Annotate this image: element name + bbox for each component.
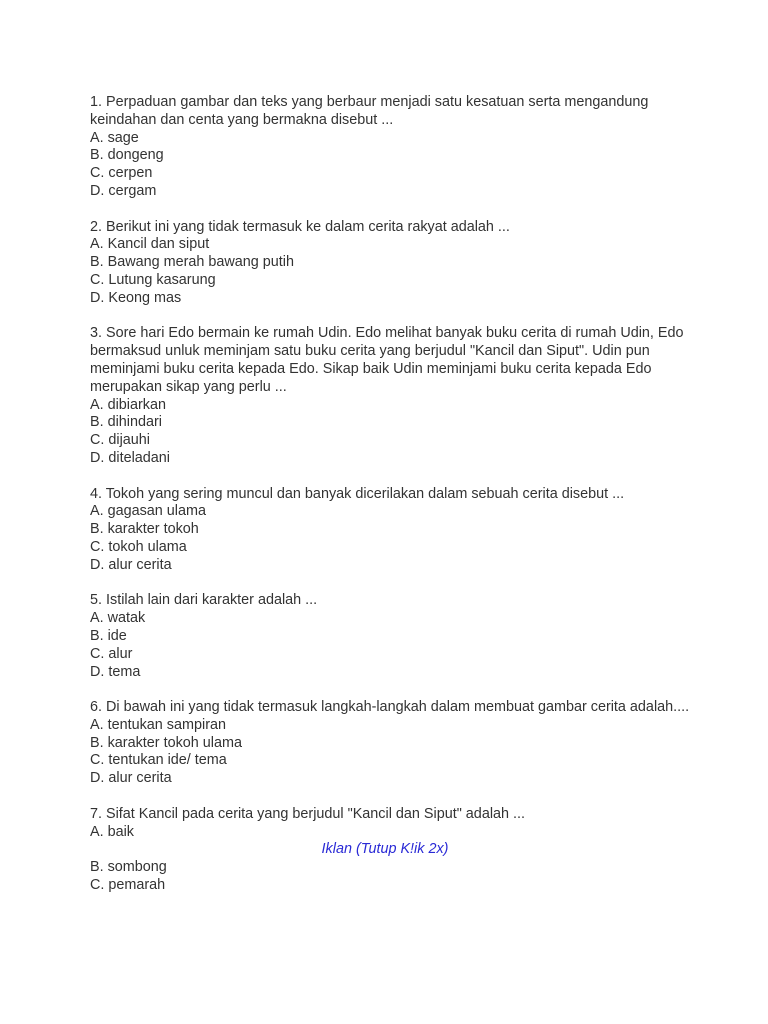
option-b: B. ide bbox=[90, 627, 127, 644]
question-2 bbox=[90, 219, 690, 308]
question-6 bbox=[90, 699, 690, 788]
question-text: 4. Tokoh yang sering muncul dan banyak dicerilakan dalam sebuah cerita disebut ... bbox=[90, 485, 625, 502]
question-3 bbox=[90, 325, 690, 467]
option-c: C. tentukan ide/ tema bbox=[90, 752, 227, 769]
option-b: B. karakter tokoh bbox=[90, 521, 199, 538]
option-a: A. tentukan sampiran bbox=[90, 716, 226, 733]
option-b: B. sombong bbox=[90, 859, 167, 876]
option-d: D. diteladani bbox=[90, 449, 170, 466]
option-d: D. tema bbox=[90, 663, 141, 680]
option-a: A. watak bbox=[90, 610, 146, 627]
question-text: 3. Sore hari Edo bermain ke rumah Udin. Edo melihat banyak buku cerita di rumah Udin, Edo bermaksud unluk meminjam satu buku cerita yang berjudul "Kancil dan Siput". Udin pun meminjami buku cerita kepada Edo. Sikap baik Udin meminjami buku cerita kepada Edo merupakan sikap yang perlu ... bbox=[90, 325, 684, 395]
document-page bbox=[90, 94, 690, 913]
question-4 bbox=[90, 486, 690, 575]
option-d: D. cergam bbox=[90, 182, 157, 199]
option-d: D. alur cerita bbox=[90, 770, 172, 787]
question-text: 1. Perpaduan gambar dan teks yang berbaur menjadi satu kesatuan serta mengandung keindahan dan centa yang bermakna disebut ... bbox=[90, 94, 649, 128]
option-d: D. Keong mas bbox=[90, 289, 182, 306]
option-b: B. dihindari bbox=[90, 414, 162, 431]
option-c: C. dijauhi bbox=[90, 432, 150, 449]
question-5 bbox=[90, 592, 690, 681]
option-a: A. dibiarkan bbox=[90, 396, 166, 413]
question-text: 5. Istilah lain dari karakter adalah ... bbox=[90, 592, 318, 609]
question-text: 6. Di bawah ini yang tidak termasuk langkah-langkah dalam membuat gambar cerita adalah.... bbox=[90, 699, 690, 716]
option-c: C. cerpen bbox=[90, 165, 153, 182]
option-c: C. tokoh ulama bbox=[90, 538, 187, 555]
option-c: C. alur bbox=[90, 645, 133, 662]
option-b: B. Bawang merah bawang putih bbox=[90, 254, 294, 271]
question-7 bbox=[90, 806, 690, 895]
option-d: D. alur cerita bbox=[90, 556, 172, 573]
option-a: A. baik bbox=[90, 823, 134, 840]
option-c: C. Lutung kasarung bbox=[90, 271, 216, 288]
question-text: 2. Berikut ini yang tidak termasuk ke dalam cerita rakyat adalah ... bbox=[90, 218, 510, 235]
question-text: 7. Sifat Kancil pada cerita yang berjudul "Kancil dan Siput" adalah ... bbox=[90, 805, 526, 822]
option-b: B. karakter tokoh ulama bbox=[90, 734, 242, 751]
ad-close-link[interactable]: Iklan (Tutup K!ik 2x) bbox=[321, 841, 449, 858]
question-1 bbox=[90, 94, 690, 201]
option-c: C. pemarah bbox=[90, 877, 166, 894]
option-a: A. gagasan ulama bbox=[90, 503, 207, 520]
option-a: A. sage bbox=[90, 129, 139, 146]
option-a: A. Kancil dan siput bbox=[90, 236, 210, 253]
option-b: B. dongeng bbox=[90, 147, 164, 164]
